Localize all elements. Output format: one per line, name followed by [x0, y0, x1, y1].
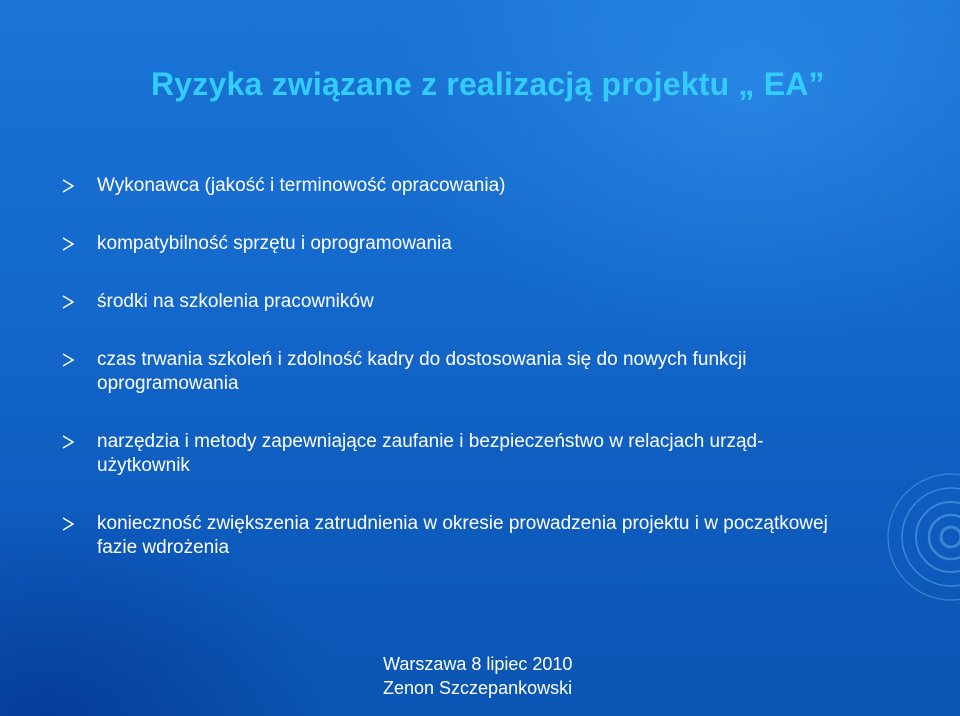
- bullet-text: narzędzia i metody zapewniające zaufanie i bezpieczeństwo w relacjach urząd-użytkownik: [97, 431, 764, 476]
- arrowhead-bullet-icon: [62, 295, 74, 309]
- footer-location-date: Warszawa 8 lipiec 2010: [383, 654, 573, 674]
- bullet-list: [62, 174, 842, 560]
- bullet-text: konieczność zwiększenia zatrudnienia w okresie prowadzenia projektu i w początkowej fazie wdrożenia: [97, 513, 828, 558]
- arrowhead-bullet-icon: [62, 435, 74, 449]
- bullet-text: Wykonawca (jakość i terminowość opracowania): [97, 175, 506, 196]
- footer-author: Zenon Szczepankowski: [383, 678, 573, 698]
- bullet-item: [62, 232, 842, 256]
- water-ripple-icon: [876, 462, 960, 612]
- arrowhead-bullet-icon: [62, 237, 74, 251]
- slide-title: Ryzyka związane z realizacją projektu „ EA”: [151, 66, 825, 102]
- bullet-item: [62, 512, 842, 560]
- arrowhead-bullet-icon: [62, 179, 74, 193]
- bullet-text: kompatybilność sprzętu i oprogramowania: [97, 233, 452, 254]
- arrowhead-bullet-icon: [62, 353, 74, 367]
- bullet-item: [62, 290, 842, 314]
- bullet-item: [62, 348, 842, 396]
- bullet-text: środki na szkolenia pracowników: [97, 291, 374, 312]
- bullet-item: [62, 430, 842, 478]
- arrowhead-bullet-icon: [62, 517, 74, 531]
- slide-footer: [383, 652, 572, 700]
- bullet-item: [62, 174, 842, 198]
- bullet-text: czas trwania szkoleń i zdolność kadry do dostosowania się do nowych funkcji oprogramowania: [97, 349, 747, 394]
